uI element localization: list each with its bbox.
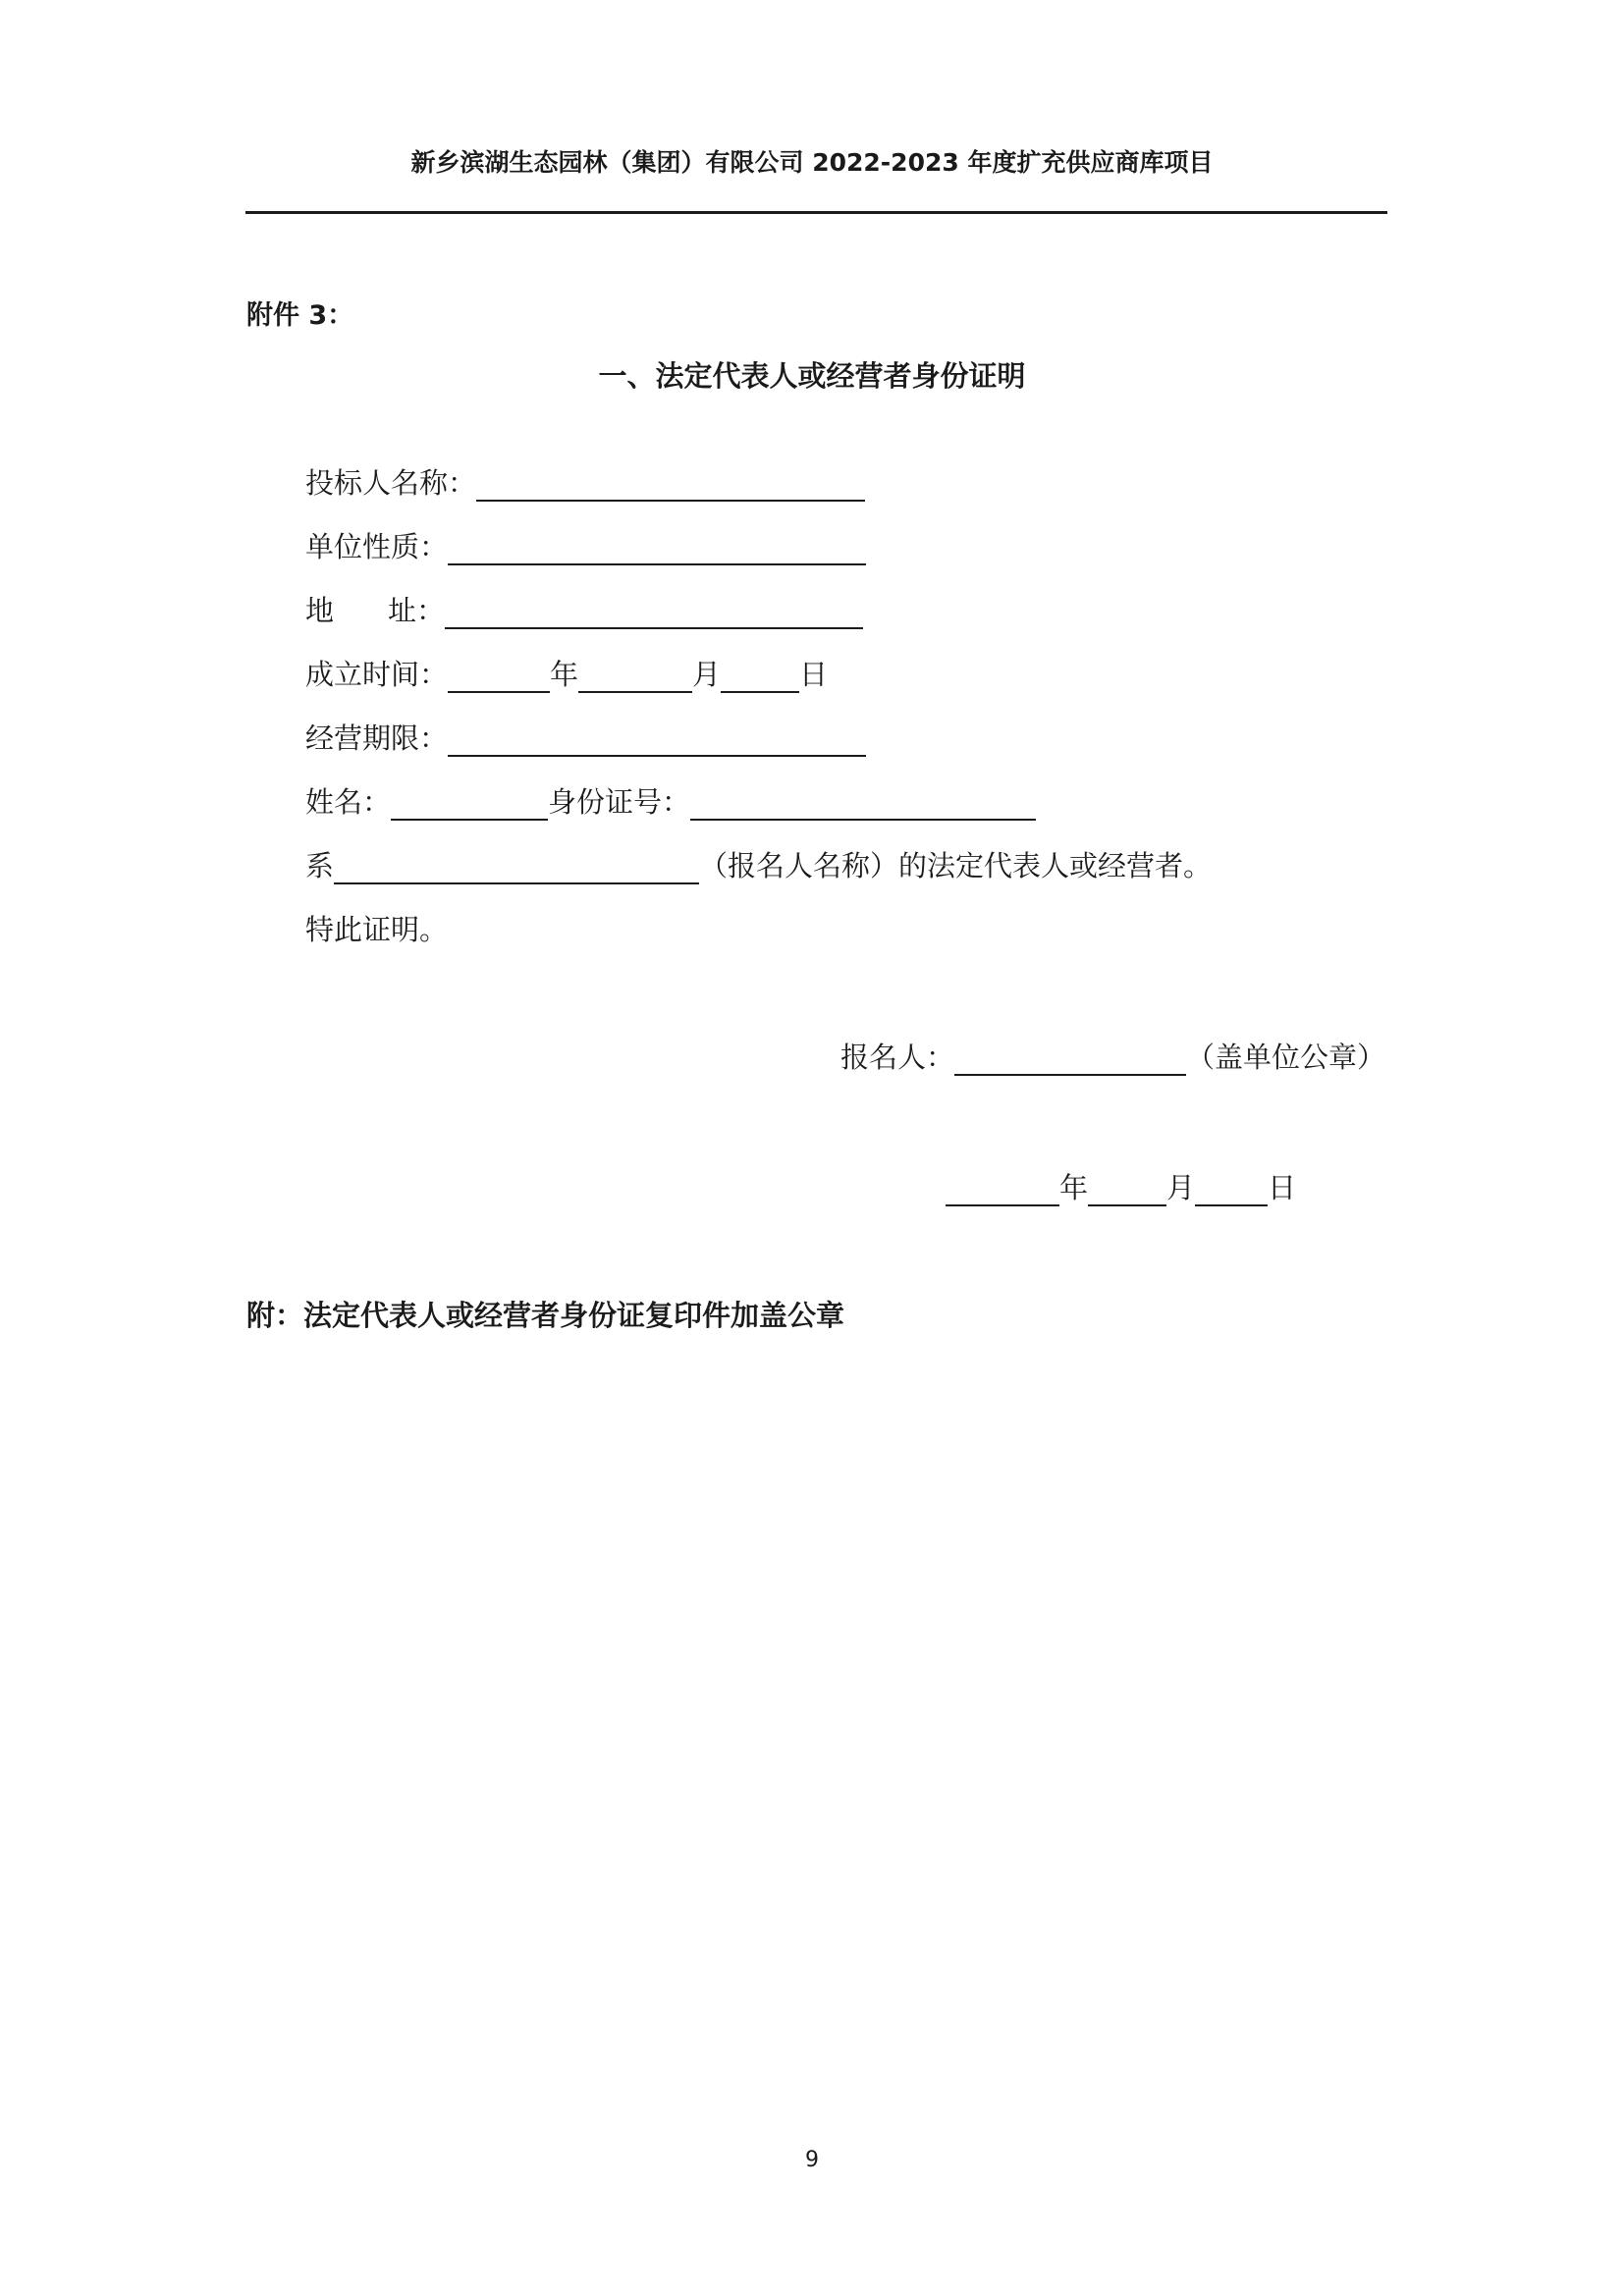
sign-year-label: 年 xyxy=(1059,1171,1089,1204)
header-rule xyxy=(245,211,1387,214)
statement-suffix: （报名人名称）的法定代表人或经营者。 xyxy=(699,849,1213,882)
hereby-certify-text xyxy=(305,908,448,948)
attachment-label: 附件 3： xyxy=(246,300,354,331)
id-number-blank[interactable] xyxy=(690,791,1036,821)
signature-row xyxy=(840,1036,1385,1076)
running-header: 新乡滨湖生态园林（集团）有限公司 2022-2023 年度扩充供应商库项目 xyxy=(410,148,1214,177)
founded-day-blank[interactable] xyxy=(721,664,799,693)
founded-year-blank[interactable] xyxy=(448,664,550,693)
bidder-name-row xyxy=(305,461,865,502)
founded-date-row xyxy=(305,653,828,693)
id-number-label: 身份证号： xyxy=(548,785,691,819)
address-row xyxy=(305,589,863,629)
unit-nature-label: 单位性质： xyxy=(305,530,449,563)
name-label: 姓名： xyxy=(305,785,392,819)
founded-date-label: 成立时间： xyxy=(305,658,449,691)
operating-term-blank[interactable] xyxy=(448,727,866,757)
unit-nature-row xyxy=(305,525,866,565)
sign-day-blank[interactable] xyxy=(1195,1177,1268,1206)
document-title: 一、法定代表人或经营者身份证明 xyxy=(598,359,1026,393)
address-blank[interactable] xyxy=(445,600,863,629)
signature-blank[interactable] xyxy=(954,1046,1186,1076)
signature-label: 报名人： xyxy=(840,1041,955,1074)
address-label-part1: 地 xyxy=(305,594,335,627)
name-blank[interactable] xyxy=(391,791,548,821)
bidder-name-label: 投标人名称： xyxy=(305,466,477,500)
hereby-certify-label: 特此证明。 xyxy=(305,913,449,946)
statement-prefix: 系 xyxy=(305,849,335,882)
founded-day-label: 日 xyxy=(799,658,829,691)
founded-year-label: 年 xyxy=(550,658,579,691)
founded-month-blank[interactable] xyxy=(578,664,692,693)
statement-row xyxy=(305,844,1212,884)
unit-nature-blank[interactable] xyxy=(448,536,866,565)
operating-term-row xyxy=(305,717,866,757)
sign-month-label: 月 xyxy=(1166,1171,1196,1204)
page-number: 9 xyxy=(805,2148,819,2172)
sign-month-blank[interactable] xyxy=(1088,1177,1166,1206)
applicant-name-blank[interactable] xyxy=(334,855,699,884)
signing-date-row xyxy=(946,1166,1296,1206)
sign-year-blank[interactable] xyxy=(946,1177,1059,1206)
seal-note: （盖单位公章） xyxy=(1186,1041,1386,1074)
name-id-row xyxy=(305,780,1036,821)
operating-term-label: 经营期限： xyxy=(305,721,449,755)
sign-day-label: 日 xyxy=(1268,1171,1297,1204)
attachment-footnote: 附：法定代表人或经营者身份证复印件加盖公章 xyxy=(246,1299,845,1332)
bidder-name-blank[interactable] xyxy=(476,472,865,502)
address-label-part2: 址： xyxy=(388,594,446,627)
founded-month-label: 月 xyxy=(692,658,722,691)
